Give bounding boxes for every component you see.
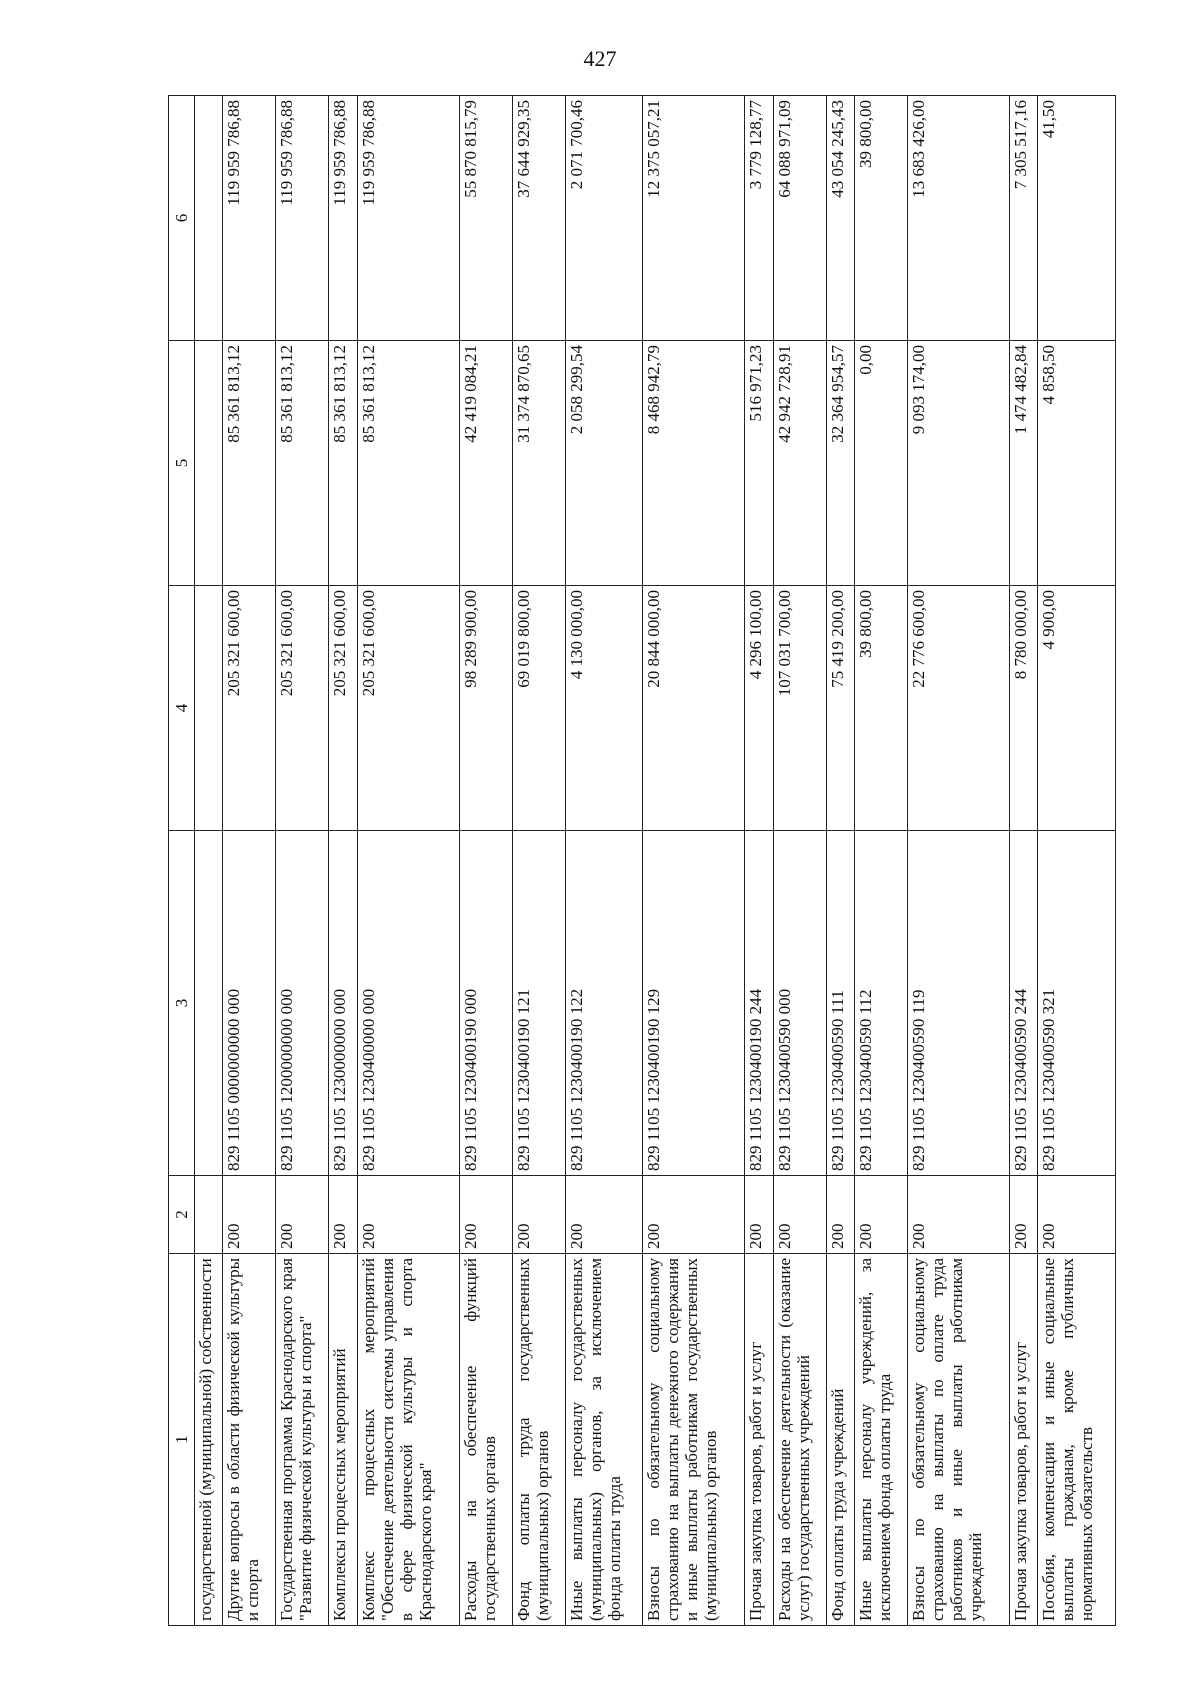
table-row <box>276 96 329 1626</box>
row-name: Комплексы процессных мероприятий <box>329 1254 357 1626</box>
row-approved-amount: 22 776 600,00 <box>907 586 1009 831</box>
row-approved-amount: 205 321 600,00 <box>357 586 459 831</box>
table-body <box>195 96 1116 1626</box>
table-row <box>907 96 1009 1626</box>
row-budget-classification-code: 829 1105 1230400190 122 <box>565 831 643 1176</box>
row-name: государственной (муниципальной) собственности <box>195 1254 223 1626</box>
table-row <box>223 96 276 1626</box>
row-unexecuted-amount: 119 959 786,88 <box>223 96 276 341</box>
column-header-6: 6 <box>169 96 195 341</box>
table-row <box>826 96 854 1626</box>
row-approved-amount: 98 289 900,00 <box>459 586 512 831</box>
row-name: Расходы на обеспечение деятельности (оказание услуг) государственных учреждений <box>773 1254 826 1626</box>
row-unexecuted-amount: 119 959 786,88 <box>357 96 459 341</box>
table-row <box>195 96 223 1626</box>
row-name: Взносы по обязательному социальному страхованию на выплаты по оплате труда работников и иные выплаты работникам учреждений <box>907 1254 1009 1626</box>
row-name: Фонд оплаты труда учреждений <box>826 1254 854 1626</box>
row-unexecuted-amount: 43 054 245,43 <box>826 96 854 341</box>
row-name: Пособия, компенсации и иные социальные выплаты гражданам, кроме публичных нормативных обязательств <box>1038 1254 1116 1626</box>
row-executed-amount: 32 364 954,57 <box>826 341 854 586</box>
row-executed-amount: 516 971,23 <box>745 341 773 586</box>
row-budget-classification-code: 829 1105 1230400190 121 <box>512 831 565 1176</box>
table-row <box>745 96 773 1626</box>
row-approved-amount: 39 800,00 <box>854 586 907 831</box>
row-executed-amount: 8 468 942,79 <box>643 341 745 586</box>
row-approved-amount: 75 419 200,00 <box>826 586 854 831</box>
table-header-row <box>169 96 195 1626</box>
table-row <box>512 96 565 1626</box>
row-executed-amount: 85 361 813,12 <box>329 341 357 586</box>
budget-table <box>168 95 1116 1626</box>
row-executed-amount: 2 058 299,54 <box>565 341 643 586</box>
row-unexecuted-amount: 2 071 700,46 <box>565 96 643 341</box>
row-budget-classification-code: 829 1105 1230400590 112 <box>854 831 907 1176</box>
row-budget-classification-code <box>195 831 223 1176</box>
row-executed-amount: 31 374 870,65 <box>512 341 565 586</box>
row-line-code: 200 <box>907 1176 1009 1254</box>
table-row <box>329 96 357 1626</box>
row-unexecuted-amount: 119 959 786,88 <box>329 96 357 341</box>
row-budget-classification-code: 829 1105 1230400590 321 <box>1038 831 1116 1176</box>
row-unexecuted-amount: 119 959 786,88 <box>276 96 329 341</box>
row-executed-amount: 85 361 813,12 <box>276 341 329 586</box>
row-budget-classification-code: 829 1105 1230000000 000 <box>329 831 357 1176</box>
table-row <box>1009 96 1037 1626</box>
row-approved-amount: 4 900,00 <box>1038 586 1116 831</box>
rotated-table-wrapper <box>168 96 1116 1626</box>
row-unexecuted-amount: 12 375 057,21 <box>643 96 745 341</box>
row-executed-amount: 42 419 084,21 <box>459 341 512 586</box>
row-budget-classification-code: 829 1105 1230400190 000 <box>459 831 512 1176</box>
table-row <box>1038 96 1116 1626</box>
row-unexecuted-amount: 41,50 <box>1038 96 1116 341</box>
row-line-code: 200 <box>826 1176 854 1254</box>
row-executed-amount: 4 858,50 <box>1038 341 1116 586</box>
row-unexecuted-amount: 7 305 517,16 <box>1009 96 1037 341</box>
row-unexecuted-amount: 13 683 426,00 <box>907 96 1009 341</box>
row-name: Фонд оплаты труда государственных (муниципальных) органов <box>512 1254 565 1626</box>
row-name: Иные выплаты персоналу учреждений, за исключением фонда оплаты труда <box>854 1254 907 1626</box>
row-line-code: 200 <box>643 1176 745 1254</box>
row-unexecuted-amount: 3 779 128,77 <box>745 96 773 341</box>
row-line-code: 200 <box>854 1176 907 1254</box>
row-budget-classification-code: 829 1105 1230400000 000 <box>357 831 459 1176</box>
column-header-2: 2 <box>169 1176 195 1254</box>
row-approved-amount: 20 844 000,00 <box>643 586 745 831</box>
row-name: Расходы на обеспечение функций государственных органов <box>459 1254 512 1626</box>
row-line-code <box>195 1176 223 1254</box>
row-approved-amount: 205 321 600,00 <box>329 586 357 831</box>
row-unexecuted-amount: 55 870 815,79 <box>459 96 512 341</box>
row-executed-amount: 42 942 728,91 <box>773 341 826 586</box>
row-name: Прочая закупка товаров, работ и услуг <box>745 1254 773 1626</box>
row-name: Другие вопросы в области физической культуры и спорта <box>223 1254 276 1626</box>
row-line-code: 200 <box>276 1176 329 1254</box>
row-approved-amount: 107 031 700,00 <box>773 586 826 831</box>
row-approved-amount: 4 130 000,00 <box>565 586 643 831</box>
row-name: Государственная программа Краснодарского края "Развитие физической культуры и спорта" <box>276 1254 329 1626</box>
row-budget-classification-code: 829 1105 1230400590 000 <box>773 831 826 1176</box>
row-line-code: 200 <box>1009 1176 1037 1254</box>
table-row <box>357 96 459 1626</box>
table-row <box>643 96 745 1626</box>
row-approved-amount: 205 321 600,00 <box>223 586 276 831</box>
row-name: Иные выплаты персоналу государственных (муниципальных) органов, за исключением фонда оплаты труда <box>565 1254 643 1626</box>
row-line-code: 200 <box>565 1176 643 1254</box>
row-approved-amount: 8 780 000,00 <box>1009 586 1037 831</box>
row-unexecuted-amount <box>195 96 223 341</box>
row-name: Комплекс процессных мероприятий "Обеспечение деятельности системы управления в сфере физической культуры и спорта Краснодарского края" <box>357 1254 459 1626</box>
row-name: Прочая закупка товаров, работ и услуг <box>1009 1254 1037 1626</box>
row-budget-classification-code: 829 1105 1200000000 000 <box>276 831 329 1176</box>
column-header-1: 1 <box>169 1254 195 1626</box>
row-line-code: 200 <box>223 1176 276 1254</box>
row-executed-amount: 0,00 <box>854 341 907 586</box>
row-executed-amount: 9 093 174,00 <box>907 341 1009 586</box>
row-budget-classification-code: 829 1105 1230400590 119 <box>907 831 1009 1176</box>
row-unexecuted-amount: 39 800,00 <box>854 96 907 341</box>
column-header-3: 3 <box>169 831 195 1176</box>
row-executed-amount: 85 361 813,12 <box>357 341 459 586</box>
row-line-code: 200 <box>329 1176 357 1254</box>
row-line-code: 200 <box>459 1176 512 1254</box>
row-budget-classification-code: 829 1105 1230400590 111 <box>826 831 854 1176</box>
column-header-4: 4 <box>169 586 195 831</box>
table-row <box>565 96 643 1626</box>
row-executed-amount: 1 474 482,84 <box>1009 341 1037 586</box>
row-approved-amount <box>195 586 223 831</box>
row-line-code: 200 <box>512 1176 565 1254</box>
row-executed-amount: 85 361 813,12 <box>223 341 276 586</box>
page-number: 427 <box>583 46 617 71</box>
row-budget-classification-code: 829 1105 0000000000 000 <box>223 831 276 1176</box>
row-approved-amount: 69 019 800,00 <box>512 586 565 831</box>
row-approved-amount: 4 296 100,00 <box>745 586 773 831</box>
row-budget-classification-code: 829 1105 1230400590 244 <box>1009 831 1037 1176</box>
table-row <box>854 96 907 1626</box>
row-unexecuted-amount: 64 088 971,09 <box>773 96 826 341</box>
table-row <box>459 96 512 1626</box>
row-executed-amount <box>195 341 223 586</box>
row-unexecuted-amount: 37 644 929,35 <box>512 96 565 341</box>
row-name: Взносы по обязательному социальному страхованию на выплаты денежного содержания и иные выплаты работникам государственных (муниципальных) органов <box>643 1254 745 1626</box>
row-line-code: 200 <box>1038 1176 1116 1254</box>
column-header-5: 5 <box>169 341 195 586</box>
row-budget-classification-code: 829 1105 1230400190 129 <box>643 831 745 1176</box>
table-row <box>773 96 826 1626</box>
row-line-code: 200 <box>773 1176 826 1254</box>
row-budget-classification-code: 829 1105 1230400190 244 <box>745 831 773 1176</box>
row-line-code: 200 <box>357 1176 459 1254</box>
row-approved-amount: 205 321 600,00 <box>276 586 329 831</box>
row-line-code: 200 <box>745 1176 773 1254</box>
